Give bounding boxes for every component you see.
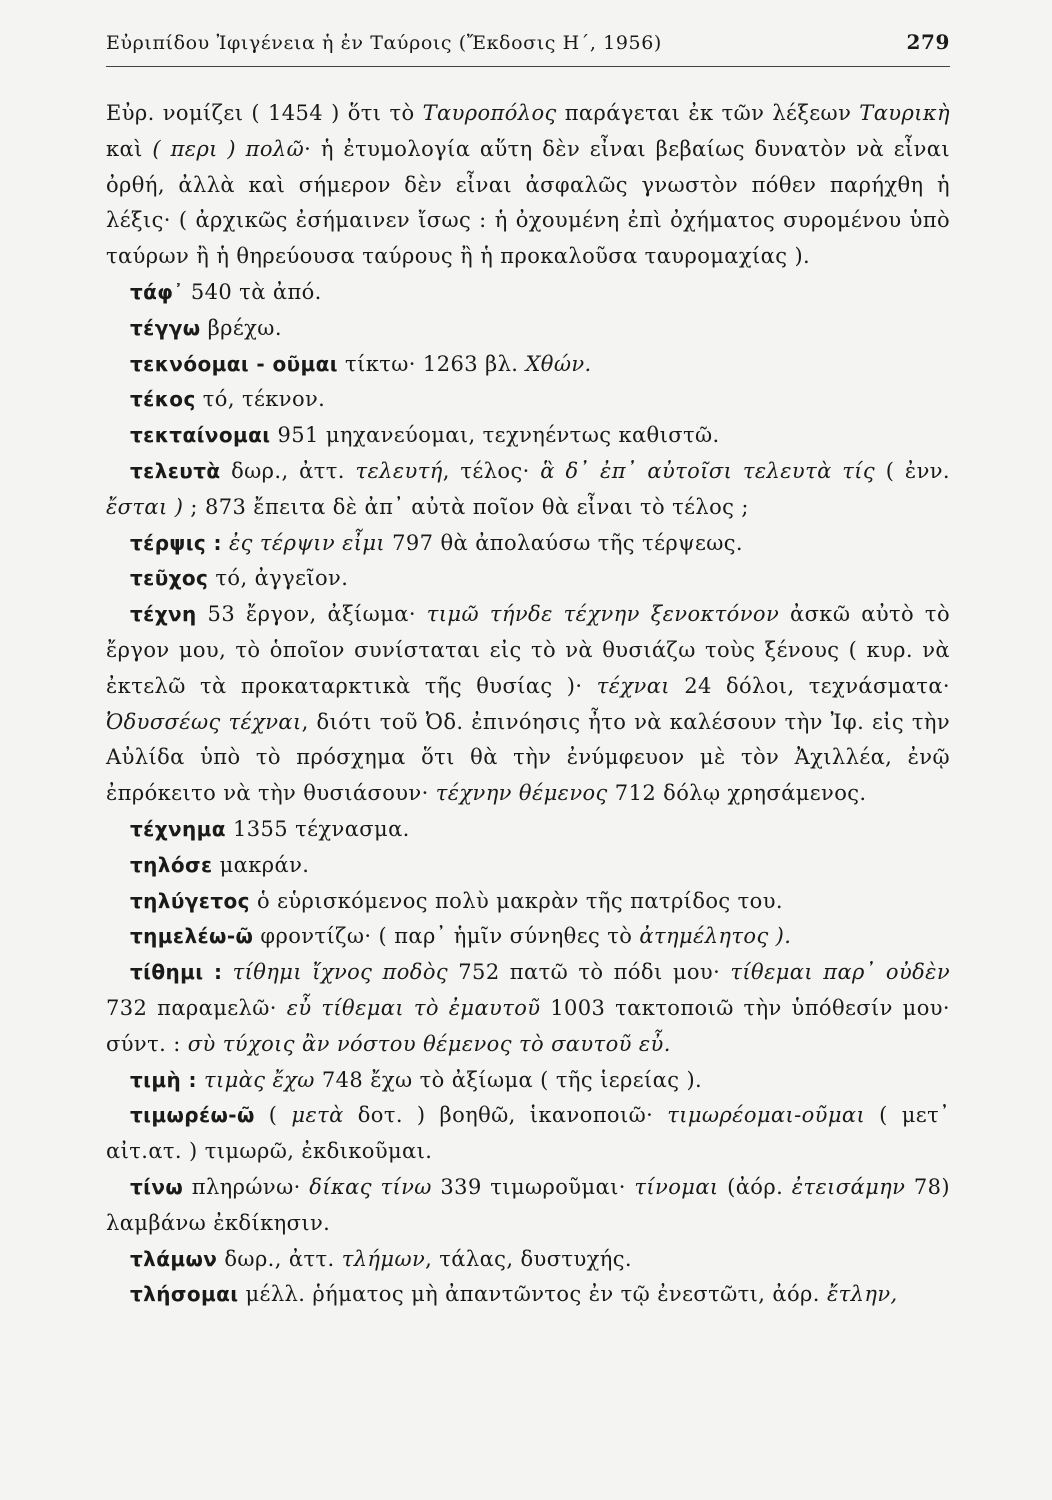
headword: τίνω bbox=[130, 1174, 184, 1199]
page-number: 279 bbox=[906, 30, 950, 54]
headword: τεῦχος bbox=[130, 566, 209, 591]
headword: τάφ᾿ bbox=[130, 279, 184, 304]
running-title: Εὐριπίδου Ἰφιγένεια ἡ ἐν Ταύροις (Ἔκδοσις Η΄, 1956) bbox=[106, 32, 662, 54]
entry-tektainomai: τεκταίνομαι 951 μηχανεύομαι, τεχνηέντως καθιστῶ. bbox=[130, 423, 720, 448]
entry-teleuta: τελευτὰ δωρ., ἀττ. τελευτή, τέλος· ἃ δ᾿ ἐπ᾿ αὐτοῖσι τελευτὰ τίς ( ἐνν. ἔσται ) ; 873 ἔπειτα δὲ ἀπ᾿ αὐτὰ ποῖον θὰ εἶναι τὸ τέλος ; bbox=[106, 458, 950, 519]
entry-tlesomai: τλήσομαι μέλλ. ῥήματος μὴ ἀπαντῶντος ἐν τῷ ἐνεστῶτι, ἀόρ. ἔτλην, bbox=[130, 1282, 898, 1307]
entry-tlamon: τλάμων δωρ., ἀττ. τλήμων, τάλας, δυστυχής. bbox=[130, 1246, 632, 1271]
entry-teknoomai: τεκνόομαι - οῦμαι τίκτω· 1263 βλ. Χθών. bbox=[130, 351, 592, 376]
glossary-body bbox=[106, 96, 950, 1313]
entry-telose: τηλόσε μακράν. bbox=[130, 852, 310, 877]
headword: τέχνημα bbox=[130, 816, 226, 841]
headword: τέγγω bbox=[130, 315, 201, 340]
headword: τεκταίνομαι bbox=[130, 423, 271, 448]
page-header bbox=[106, 30, 950, 54]
headword: τέρψις : bbox=[130, 530, 222, 555]
entry-timoreo: τιμωρέω-ῶ ( μετὰ δοτ. ) βοηθῶ, ἱκανοποιῶ· τιμωρέομαι-οῦμαι ( μετ᾿ αἰτ.ατ. ) τιμωρῶ, ἐκδικοῦμαι. bbox=[106, 1103, 950, 1164]
header-rule bbox=[106, 66, 950, 67]
headword: τημελέω-ῶ bbox=[130, 924, 254, 949]
entry-tithemi: τίθημι : τίθημι ἴχνος ποδὸς 752 πατῶ τὸ πόδι μου· τίθεμαι παρ᾿ οὐδὲν 732 παραμελῶ· εὖ τίθεμαι τὸ ἐμαυτοῦ 1003 τακτοποιῶ τὴν ὑπόθεσίν μου· σύντ. : σὺ τύχοις ἂν νόστου θέμενος τὸ σαυτοῦ εὖ. bbox=[106, 960, 950, 1056]
intro-paragraph: Εὐρ. νομίζει ( 1454 ) ὅτι τὸ Ταυροπόλος παράγεται ἐκ τῶν λέξεων Ταυρικὴ καὶ ( περι ) πολῶ· ἡ ἐτυμολογία αὕτη δὲν εἶναι βεβαίως δυνατὸν νὰ εἶναι ὀρθή, ἀλλὰ καὶ σήμερον δὲν εἶναι ἀσφαλῶς γνωστὸν πόθεν παρήχθη ἡ λέξις· ( ἀρχικῶς ἐσήμαινεν ἴσως : ἡ ὀχουμένη ἐπὶ ὀχήματος συρομένου ὑπὸ ταύρων ἢ ἡ θηρεύουσα ταύρους ἢ ἡ προκαλοῦσα ταυρομαχίας ). bbox=[106, 101, 950, 269]
entry-techne: τέχνη 53 ἔργον, ἀξίωμα· τιμῶ τήνδε τέχνην ξενοκτόνον ἀσκῶ αὐτὸ τὸ ἔργον μου, τὸ ὁποῖον συνίσταται εἰς τὸ νὰ θυσιάζω τοὺς ξένους ( κυρ. νὰ ἐκτελῶ τὰ προκαταρκτικὰ τῆς θυσίας )· τέχναι 24 δόλοι, τεχνάσματα· Ὀδυσσέως τέχναι, διότι τοῦ Ὀδ. ἐπινόησις ἦτο νὰ καλέσουν τὴν Ἰφ. εἰς τὴν Αὐλίδα ὑπὸ τὸ πρόσχημα ὅτι θὰ τὴν ἐνύμφευον μὲ τὸν Ἀχιλλέα, ἐνῷ ἐπρόκειτο νὰ τὴν θυσιάσουν· τέχνην θέμενος 712 δόλῳ χρησάμενος. bbox=[106, 602, 951, 806]
entry-time: τιμὴ : τιμὰς ἔχω 748 ἔχω τὸ ἀξίωμα ( τῆς ἱερείας ). bbox=[130, 1067, 703, 1092]
entry-tengo: τέγγω βρέχω. bbox=[130, 315, 282, 340]
headword: τεκνόομαι - οῦμαι bbox=[130, 351, 338, 376]
entry-telygetos: τηλύγετος ὁ εὑρισκόμενος πολὺ μακρὰν τῆς πατρίδος του. bbox=[130, 888, 783, 913]
entry-teuchos: τεῦχος τό, ἀγγεῖον. bbox=[130, 566, 349, 591]
headword: τλάμων bbox=[130, 1246, 218, 1271]
headword: τέκος bbox=[130, 387, 196, 412]
entry-temeleo: τημελέω-ῶ φροντίζω· ( παρ᾿ ἡμῖν σύνηθες τὸ ἀτημέλητος ). bbox=[130, 924, 792, 949]
entry-terpsis: τέρψις : ἐς τέρψιν εἶμι 797 θὰ ἀπολαύσω τῆς τέρψεως. bbox=[130, 530, 743, 555]
entry-technema: τέχνημα 1355 τέχνασμα. bbox=[130, 816, 410, 841]
headword: τιμὴ : bbox=[130, 1067, 197, 1092]
headword: τηλύγετος bbox=[130, 888, 250, 913]
entry-taf: τάφ᾿ 540 τὰ ἀπό. bbox=[130, 279, 322, 304]
headword: τίθημι : bbox=[130, 960, 223, 985]
entry-tekos: τέκος τό, τέκνον. bbox=[130, 387, 326, 412]
headword: τλήσομαι bbox=[130, 1282, 239, 1307]
headword: τέχνη bbox=[130, 602, 197, 627]
headword: τιμωρέω-ῶ bbox=[130, 1103, 255, 1128]
entry-tino: τίνω πληρώνω· δίκας τίνω 339 τιμωροῦμαι· τίνομαι (ἀόρ. ἐτεισάμην 78) λαμβάνω ἐκδίκησιν. bbox=[106, 1174, 950, 1235]
headword: τελευτὰ bbox=[130, 458, 221, 483]
headword: τηλόσε bbox=[130, 852, 213, 877]
